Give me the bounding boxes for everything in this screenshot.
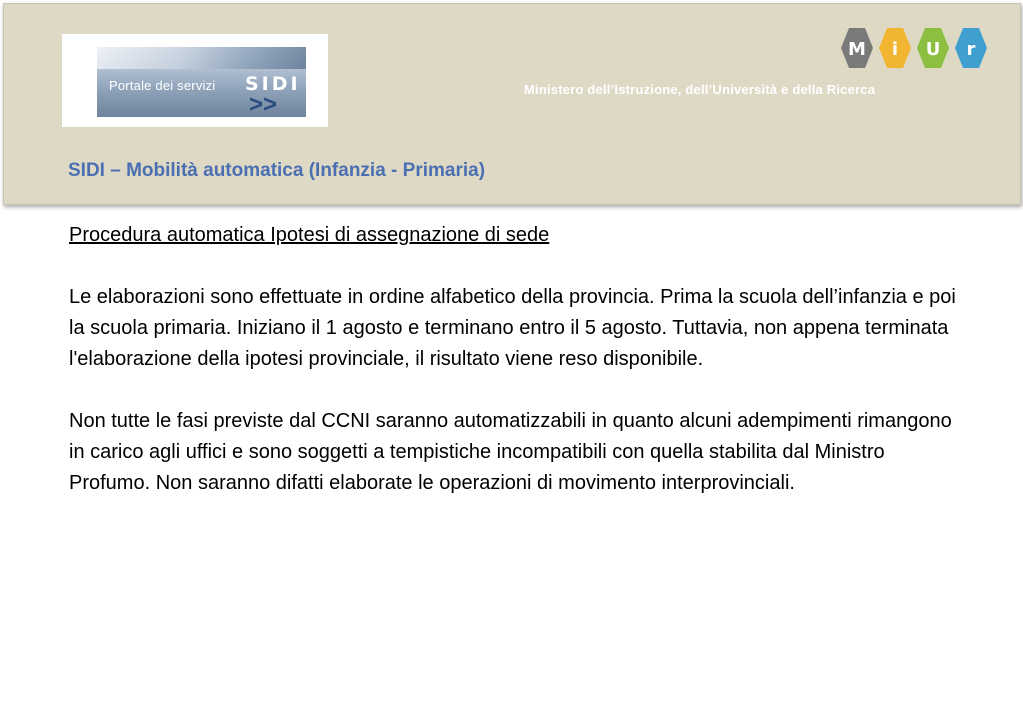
miur-letter-u: U (925, 39, 941, 60)
sidi-portal-logo (62, 34, 328, 127)
slide-title: SIDI – Mobilità automatica (Infanzia - Primaria) (68, 160, 486, 181)
slide-body (69, 220, 969, 499)
portal-label: Portale dei servizi (109, 78, 216, 93)
paragraph: Le elaborazioni sono effettuate in ordine alfabetico della provincia. Prima la scuola dell’infanzia e poi la scuola primaria. Iniziano il 1 agosto e terminano entro il 5 agosto. Tuttavia, non appena terminata l'elaborazione della ipotesi provinciale, il risultato viene reso disponibile. (69, 286, 956, 370)
logo-stripe (97, 47, 306, 69)
miur-letter-i: i (891, 39, 899, 60)
sidi-logo-banner (97, 47, 306, 117)
miur-letter-m: M (848, 39, 866, 60)
slide-subheading: Procedura automatica Ipotesi di assegnazione di sede (69, 224, 550, 246)
sidi-label: SIDI (245, 73, 301, 95)
ministry-name: Ministero dell’Istruzione, dell’Università e della Ricerca (524, 82, 876, 97)
paragraph: Non tutte le fasi previste dal CCNI saranno automatizzabili in quanto alcuni adempimenti rimangono in carico agli uffici e sono soggetti a tempistiche incompatibili con quella stabilita dal Ministro Profumo. Non saranno difatti elaborate le operazioni di movimento interprovinciali. (69, 410, 952, 494)
arrows-icon: >> (249, 91, 278, 117)
miur-logo (837, 26, 997, 70)
miur-letter-r: r (966, 39, 976, 60)
